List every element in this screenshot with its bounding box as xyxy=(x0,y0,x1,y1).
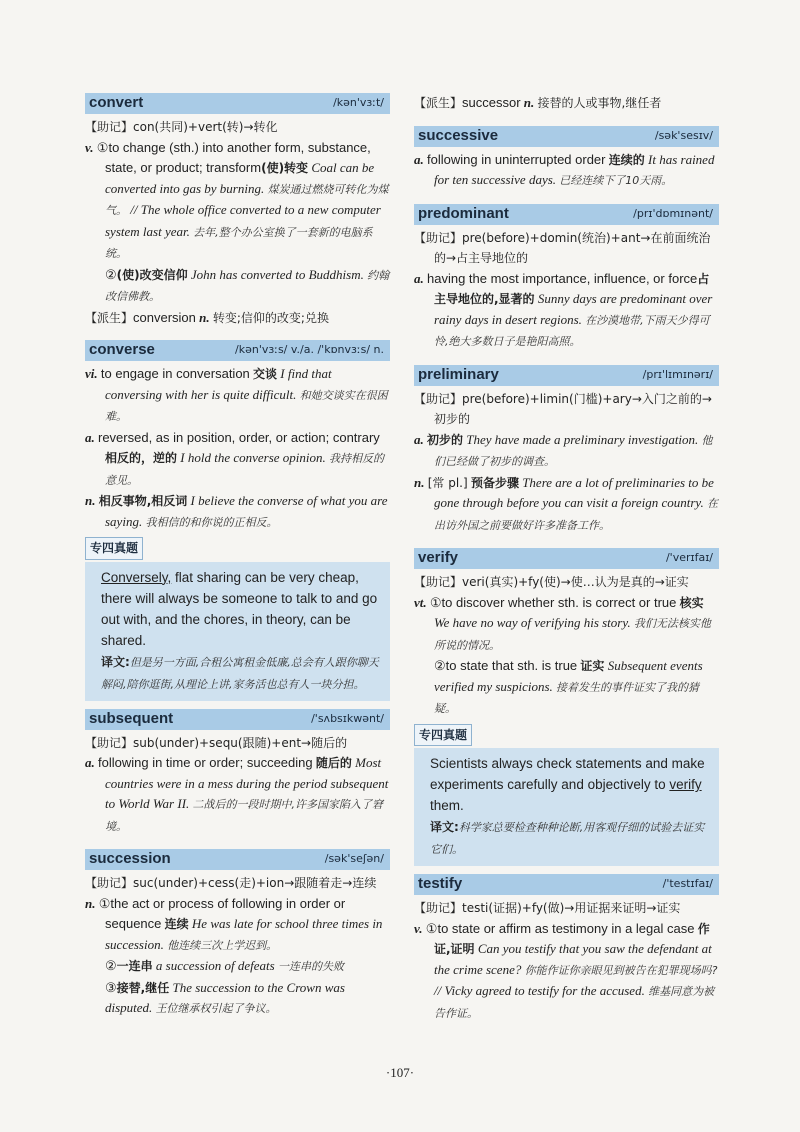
exam-box: Scientists always check statements and make experiments carefully and objectively to verify them. 译文:科学家总要检查种种论断,用客观仔细的试验去证实它们。 xyxy=(414,748,719,866)
sense: a. following in uninterrupted order 连续的 It has rained for ten successive days. 已经连续下了10天雨。 xyxy=(414,151,715,187)
mnemonic-line: 【助记】suc(under)+cess(走)+ion→跟随着走→连续 xyxy=(85,876,377,890)
headword-bar-preliminary xyxy=(414,365,719,386)
sense: ②to state that sth. is true 证实 Subsequent events verified my suspicions. 接着发生的事件证实了我的猜疑。 xyxy=(434,658,703,715)
sense: vt. ①to discover whether sth. is correct or true 核实 We have no way of verifying his story. 我们无法核实他所说的情况。 xyxy=(414,594,711,652)
pronunciation: /sək'sesɪv/ xyxy=(654,128,713,142)
pronunciation: /kən'vɜːs/ v./a. /'kɒnvɜːs/ n. xyxy=(235,343,384,357)
sense: v. ①to state or affirm as testimony in a legal case 作证,证明 Can you testify that you saw the defendant at the crime scene? 你能作证你亲眼见到被告在犯罪现场吗? // Vicky agreed to testify for the accused. 维基同意为被告作证。 xyxy=(414,920,718,1020)
headword: successive xyxy=(418,126,499,144)
sense: v. ①to change (sth.) into another form, substance, state, or product; transform(使)转变 Coal can be converted into gas by burning. 煤炭通过燃烧可转化为煤气。 // The whole office converted to a new computer system last year. 去年,整个办公室换了一套新的电脑系统。 xyxy=(85,139,389,260)
page-number: ·107· xyxy=(385,1065,415,1080)
sense: n. ①the act or process of following in order or sequence 连续 He was late for school three times in succession. 他连续三次上学迟到。 xyxy=(85,895,383,952)
pronunciation: /prɪ'dɒmɪnənt/ xyxy=(633,206,713,220)
sense: a. reversed, as in position, order, or action; contrary 相反的，逆的 I hold the converse opinion. 我持相反的意见。 xyxy=(85,429,385,487)
pronunciation: /'sʌbsɪkwənt/ xyxy=(311,711,384,725)
headword-bar-verify xyxy=(414,548,719,569)
headword-bar-converse xyxy=(85,340,390,361)
mnemonic-line: 【助记】veri(真实)+fy(使)→使…认为是真的→证实 xyxy=(414,575,689,589)
sense: a. having the most importance, influence, or force占主导地位的,显著的 Sunny days are predominant over rainy days in desert regions. 在沙漠地带,下雨天少得可怜,绝大多数日子是艳阳高照。 xyxy=(414,270,713,348)
sense: ②一连串 a succession of defeats 一连串的失败 xyxy=(105,958,344,973)
derived-line: 【派生】conversion n. 转变;信仰的改变;兑换 xyxy=(85,309,329,325)
right-column xyxy=(414,93,719,1024)
derived-line: 【派生】successor n. 接替的人或事物,继任者 xyxy=(414,95,662,110)
pronunciation: /'verɪfaɪ/ xyxy=(665,551,713,565)
headword-bar-succession xyxy=(85,849,390,870)
sense: n. [常 pl.] 预备步骤 There are a lot of preliminaries to be gone through before you can visit a foreign country. 在出访外国之前要做好许多准备工作。 xyxy=(414,474,718,532)
sense: ③接替,继任 The succession to the Crown was disputed. 王位继承权引起了争议。 xyxy=(105,979,345,1015)
headword: testify xyxy=(418,875,463,893)
headword-bar-subsequent xyxy=(85,709,390,730)
left-column xyxy=(85,93,390,1020)
exam-tag: 专四真题 xyxy=(85,537,143,560)
headword: converse xyxy=(89,341,155,359)
headword: preliminary xyxy=(418,365,499,383)
mnemonic-label: 【助记】 xyxy=(85,120,134,134)
exam-box: Conversely, flat sharing can be very cheap, there will always be someone to talk to and go out with, and the chores, in theory, can be shared. 译文:但是另一方面,合租公寓租金低廉,总会有人跟你聊天解闷,陪你逛街,从理论上讲,家务活也总有人一块分担。 xyxy=(85,562,390,701)
headword: convert xyxy=(89,94,144,112)
sense: ②(使)改变信仰 John has converted to Buddhism. 约翰改信佛教。 xyxy=(105,266,390,303)
headword-bar-convert xyxy=(85,93,390,114)
mnemonic-line: 【助记】con(共同)+vert(转)→转化 xyxy=(85,120,278,134)
headword: verify xyxy=(418,549,459,567)
sense: a. 初步的 They have made a preliminary investigation. 他们已经做了初步的调查。 xyxy=(414,431,713,468)
headword: succession xyxy=(89,850,171,868)
sense: a. following in time or order; succeeding 随后的 Most countries were in a mess during the period subsequent to World War II. 二战后的一段时期中,许多国家陷入了窘境。 xyxy=(85,755,389,833)
sense: n. 相反事物,相反词 I believe the converse of what you are saying. 我相信的和你说的正相反。 xyxy=(85,493,388,529)
mnemonic-line: 【助记】pre(before)+limin(门槛)+ary→入门之前的→初步的 xyxy=(414,391,712,426)
headword: predominant xyxy=(418,204,509,222)
sense: vi. to engage in conversation 交谈 I find that conversing with her is quite difficult. 和她交谈实在很困难。 xyxy=(85,366,388,423)
headword-bar-predominant xyxy=(414,204,719,225)
exam-tag: 专四真题 xyxy=(414,724,472,747)
headword-bar-successive xyxy=(414,126,719,147)
mnemonic-line: 【助记】pre(before)+domin(统治)+ant→在前面统治的→占主导地位的 xyxy=(414,230,711,265)
pronunciation: /kən'vɜːt/ xyxy=(333,96,384,110)
mnemonic-line: 【助记】testi(证据)+fy(做)→用证据来证明→证实 xyxy=(414,901,681,915)
headword-bar-testify xyxy=(414,874,719,895)
headword: subsequent xyxy=(89,709,174,727)
pronunciation: /'testɪfaɪ/ xyxy=(662,877,713,891)
pronunciation: /sək'seʃən/ xyxy=(324,852,384,866)
mnemonic-line: 【助记】sub(under)+sequ(跟随)+ent→随后的 xyxy=(85,735,348,750)
pronunciation: /prɪ'lɪmɪnərɪ/ xyxy=(642,367,713,381)
